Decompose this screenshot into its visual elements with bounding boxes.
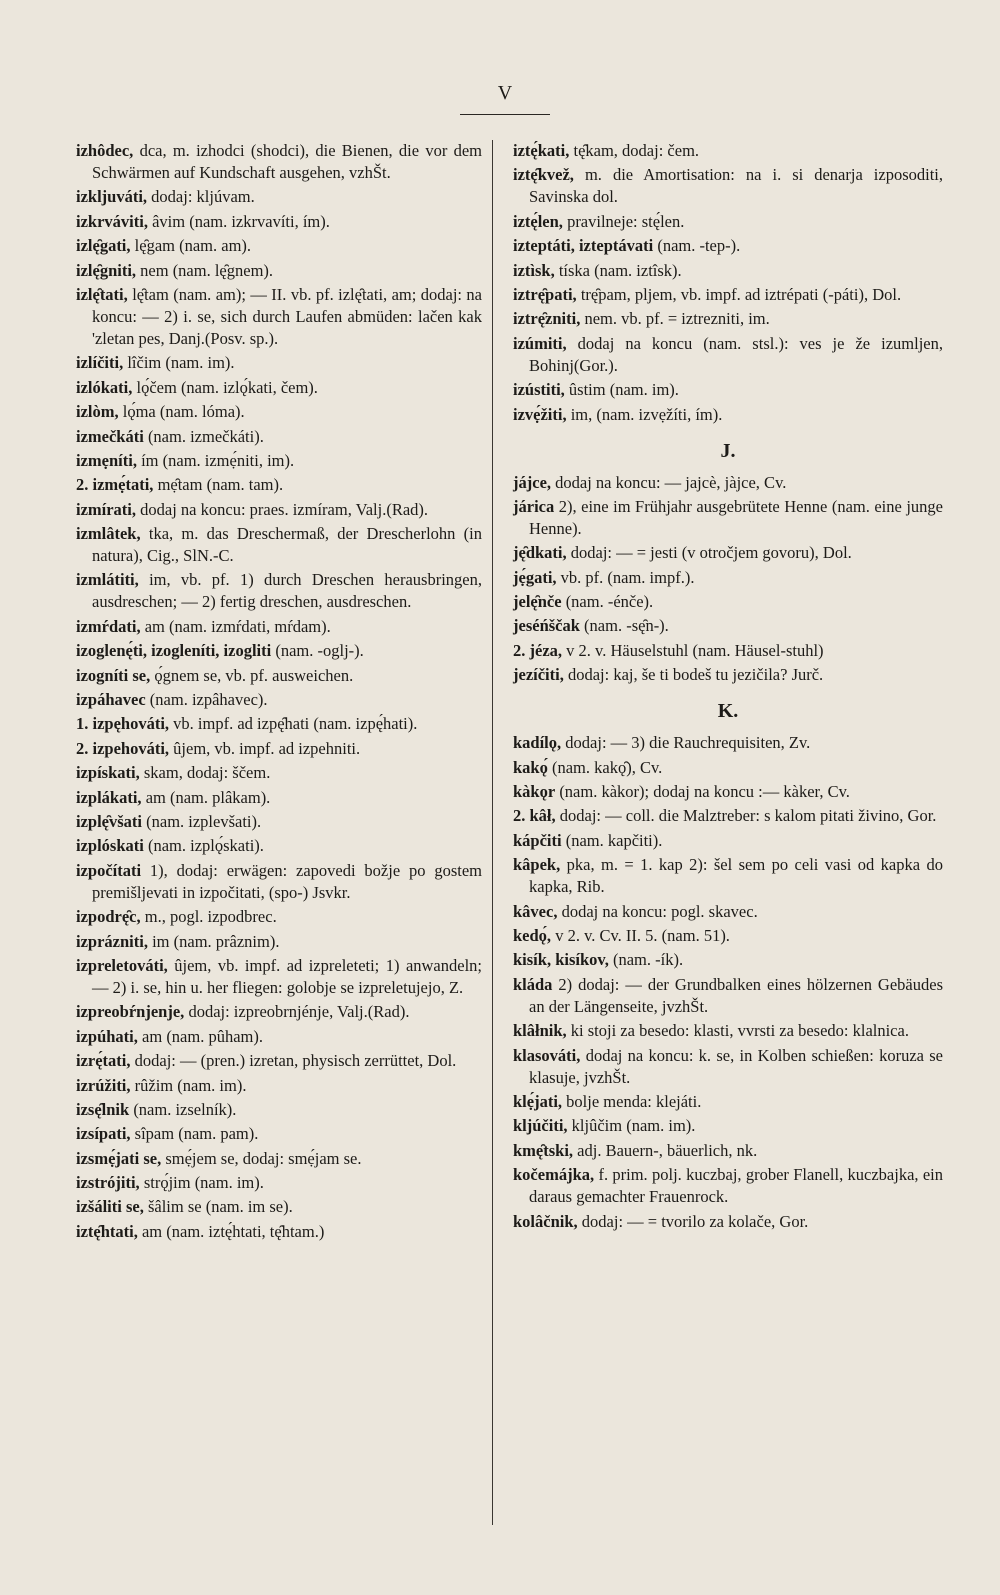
entry-headword: kljúčiti, [513,1116,568,1136]
entry-definition: sîpam (nam. pam). [134,1124,259,1144]
dictionary-entry [513,925,943,947]
dictionary-entry [513,1164,943,1208]
dictionary-entry [513,854,943,898]
dictionary-entry [513,542,943,564]
entry-headword: klâłnik, [513,1021,567,1041]
entry-definition: vb. pf. (nam. impf.). [560,567,695,587]
entry-definition: (nam. -oglj-). [275,641,364,661]
entry-definition: kljûčim (nam. im). [571,1116,696,1136]
dictionary-entry [513,164,943,208]
entry-headword: kmę̑tski, [513,1140,574,1160]
dictionary-entry [76,1099,482,1121]
dictionary-entry [513,757,943,779]
dictionary-entry [513,974,943,1018]
entry-headword: izogníti se, [76,665,151,685]
entry-headword: izlę̑tati, [76,284,128,304]
dictionary-entry [76,1075,482,1097]
entry-headword: jájce, [513,472,552,492]
entry-headword: kadílǫ, [513,733,562,753]
entry-headword: klẹ́jati, [513,1091,563,1111]
right-column [513,140,943,1235]
dictionary-entry [76,211,482,233]
entry-headword: kâvec, [513,901,558,921]
entry-headword: izkljuváti, [76,187,148,207]
entry-headword: 2. izpehováti, [76,738,170,758]
entry-headword: izšáliti se, [76,1197,144,1217]
entry-definition: lę̑tam (nam. am); — II. vb. pf. izlę̑tati, am; dodaj: na koncu: — 2) i. se, sich durch Laufen abmüden: lačen kak 'zletan pes, Danj.(Posv. sp.). [92,284,482,348]
dictionary-entry [513,591,943,613]
entry-headword: izpodrę̑c, [76,907,141,927]
entry-definition: (nam. izpâhavec). [149,690,268,710]
entry-definition: dodaj: — = jesti (v otročjem govoru), Dol. [570,543,852,563]
entry-headword: izmlátiti, [76,570,139,590]
entry-definition: v 2. v. Häuselstuhl (nam. Häusel-stuhl) [566,640,824,660]
entry-headword: jẹ́gati, [513,567,557,587]
entry-headword: iztrę̑pati, [513,284,577,304]
dictionary-entry [513,805,943,827]
entry-headword: izsę̑lnik [76,1099,130,1119]
entry-definition: ûjem, vb. impf. ad izpehniti. [173,738,361,758]
left-column [76,140,482,1245]
entry-headword: izplę̑všati [76,811,142,831]
entry-headword: izteptáti, izteptávati [513,236,654,256]
entry-definition: dodaj: kaj, še ti bodeš tu jezičila? Jurč. [567,665,824,685]
entry-headword: izrę́tati, [76,1051,131,1071]
dictionary-entry [513,140,943,162]
entry-definition: ûstim (nam. im). [568,380,679,400]
dictionary-entry [513,640,943,662]
dictionary-entry [513,284,943,306]
dictionary-entry [76,1026,482,1048]
letter-heading-k: K. [717,700,739,723]
entry-headword: izpreobŕnjenje, [76,1002,185,1022]
dictionary-entry [76,762,482,784]
entry-definition: ûjem, vb. impf. ad izpreleteti; 1) anwandeln; — 2) i. se, hin u. her fliegen: golobje se izpreletujejo, Z. [92,955,482,997]
dictionary-entry [76,499,482,521]
entry-definition: (nam. izselník). [133,1099,237,1119]
entry-definition: (nam. -tep-). [657,236,741,256]
dictionary-entry [76,665,482,687]
entry-definition: (nam. kapčiti). [565,830,663,850]
dictionary-entry [76,474,482,496]
dictionary-entry [76,860,482,904]
entry-definition: adj. Bauern-, bäuerlich, nk. [577,1140,758,1160]
entry-definition: ǫ́gnem se, vb. pf. ausweichen. [154,665,354,685]
entry-headword: izkrváviti, [76,211,148,231]
entry-headword: izsmẹ́jati se, [76,1148,162,1168]
entry-definition: (nam. -énče). [565,592,654,612]
entry-headword: izhôdec, [76,141,134,160]
page-header: V [460,78,550,115]
dictionary-entry [513,404,943,426]
dictionary-entry [76,811,482,833]
entry-headword: izvẹ́žiti, [513,404,567,424]
i-entries-section [513,140,943,426]
dictionary-entry [513,235,943,257]
dictionary-entry [513,781,943,803]
dictionary-entry [76,689,482,711]
entry-definition: smẹ́jem se, dodaj: smẹ́jam se. [165,1148,362,1168]
dictionary-entry [76,1148,482,1170]
dictionary-entry [76,450,482,472]
entry-definition: (nam. kàkor); dodaj na koncu :— kàker, Cv. [559,782,850,802]
entry-definition: (nam. -sę̑n-). [584,616,669,636]
j-entries-section [513,472,943,687]
entry-headword: izústiti, [513,380,565,400]
dictionary-entry [513,1020,943,1042]
entry-definition: šâlim se (nam. im se). [147,1197,293,1217]
entry-headword: kápčiti [513,830,562,850]
entry-headword: izplákati, [76,787,142,807]
entry-definition: am (nam. plâkam). [145,787,271,807]
entry-definition: f. prim. polj. kuczbaj, grober Flanell, kuczbajka, ein daraus gemachter Frauenrock. [529,1165,944,1207]
entry-headword: izprázniti, [76,931,148,951]
entry-headword: járica [513,496,555,516]
entry-headword: iztę̑kvež, [513,165,574,185]
k-entries-section [513,732,943,1232]
letter-heading-j: J. [720,439,736,462]
entry-definition: am (nam. iztę́htati, tę̑htam.) [141,1221,325,1241]
dictionary-entry [76,787,482,809]
dictionary-entry [513,308,943,330]
entry-definition: dodaj: — = tvorilo za kolače, Gor. [581,1211,809,1231]
entry-headword: izoglenę́ti, izogleníti, izogliti [76,641,272,661]
entry-definition: nem (nam. lę̑gnem). [140,260,274,280]
dictionary-entry [76,955,482,999]
dictionary-entry [513,260,943,282]
entry-definition: vb. impf. ad izpę̑hati (nam. izpę́hati). [173,714,418,734]
dictionary-entry [76,569,482,613]
entry-headword: izlę̑gati, [76,236,131,256]
dictionary-entry [76,523,482,567]
entry-headword: 2. jéza, [513,640,563,660]
entry-definition: 2) dodaj: — der Grundbalken eines hölzernen Gebäudes an der Längenseite, jvzhŠt. [529,974,943,1016]
entry-headword: kedǫ́, [513,925,552,945]
entry-definition: skam, dodaj: ščem. [143,763,271,783]
dictionary-entry [513,333,943,377]
dictionary-entry [513,949,943,971]
dictionary-entry [76,352,482,374]
dictionary-entry [513,830,943,852]
entry-definition: lîčim (nam. im). [127,353,235,373]
entry-definition: mẹ̑tam (nam. tam). [157,475,284,495]
entry-definition: pka, m. = 1. kap 2): šel sem po celi vasi od kapka do kapka, Rib. [529,855,943,897]
entry-headword: izpáhavec [76,690,146,710]
entry-definition: lǫ́čem (nam. izlǫ́kati, čem). [136,377,318,397]
entry-headword: izmẹníti, [76,450,137,470]
entry-headword: izlókati, [76,377,133,397]
dictionary-entry [76,835,482,857]
entry-definition: dodaj: — coll. die Malztreber: s kalom pitati živino, Gor. [559,806,937,826]
entry-definition: (nam. izplǫ́skati). [147,836,264,856]
dictionary-entry [76,140,482,184]
entry-definition: dodaj na koncu: pogl. skavec. [561,901,758,921]
entry-headword: jeséńščak [513,616,580,636]
entry-definition: ím (nam. izmẹ́niti, im). [141,450,295,470]
dictionary-entry [76,186,482,208]
entry-definition: tíska (nam. iztîsk). [558,260,682,280]
entry-definition: dodaj na koncu: praes. izmíram, Valj.(Rad). [140,499,429,519]
entry-definition: (nam. -ík). [612,950,684,970]
entry-headword: izpreletováti, [76,955,168,975]
dictionary-entry [76,401,482,423]
entry-headword: 1. izpęhováti, [76,714,170,734]
entry-definition: dodaj na koncu (nam. stsl.): ves je že izumljen, Bohinj(Gor.). [529,333,943,375]
dictionary-entry [513,1140,943,1162]
dictionary-entry [513,732,943,754]
entry-headword: 2. kâł, [513,806,556,826]
entry-headword: jelę̑nče [513,592,562,612]
entry-definition: im, vb. pf. 1) durch Dreschen herausbringen, ausdreschen; — 2) fertig dreschen, ausdreschen. [92,570,482,612]
entry-headword: kolâčnik, [513,1211,578,1231]
dictionary-entry [76,906,482,928]
dictionary-entry [76,1196,482,1218]
dictionary-entry [76,1050,482,1072]
entry-definition: dca, m. izhodci (shodci), die Bienen, die vor dem Schwärmen auf Kundschaft ausgehen, vzhŠt. [92,141,482,182]
entry-definition: am (nam. izmŕdati, mŕdam). [144,616,331,636]
entry-definition: m. die Amortisation: na i. si denarja izposoditi, Savinska dol. [529,165,944,207]
dictionary-entry [513,664,943,686]
dictionary-entry [513,211,943,233]
entry-definition: dodaj na koncu: — jajcè, jàjce, Cv. [555,472,787,492]
dictionary-entry [513,472,943,494]
entry-definition: lę̑gam (nam. am). [134,236,252,256]
dictionary-entry [76,260,482,282]
dictionary-entry [76,931,482,953]
entry-definition: tę̑kam, dodaj: čem. [573,141,700,160]
dictionary-entry [76,1001,482,1023]
entry-definition: âvim (nam. izkrvavíti, ím). [152,211,330,231]
entry-definition: im, (nam. izvẹžíti, ím). [570,404,723,424]
entry-headword: izsípati, [76,1124,131,1144]
entry-definition: m., pogl. izpodbrec. [144,907,277,927]
entry-definition: 2), eine im Frühjahr ausgebrütete Henne (nam. eine junge Henne). [529,496,944,538]
entry-headword: kakǫ́ [513,757,548,777]
entry-definition: dodaj: — (pren.) izretan, physisch zerrüttet, Dol. [134,1051,457,1071]
entry-definition: rûžim (nam. im). [134,1075,247,1095]
dictionary-entry [76,1221,482,1243]
entry-headword: iztìsk, [513,260,555,280]
dictionary-entry [76,284,482,350]
entry-definition: dodaj na koncu: k. se, in Kolben schießen: koruza se klasuje, jvzhŠt. [529,1045,943,1087]
entry-headword: izplóskati [76,836,144,856]
dictionary-entry [76,616,482,638]
entry-headword: kisík, kisíkov, [513,950,609,970]
entry-headword: izrúžiti, [76,1075,131,1095]
entry-headword: izmlâtek, [76,524,141,544]
entry-headword: kočemájka, [513,1165,595,1185]
entry-definition: nem. vb. pf. = iztrezniti, im. [584,309,770,329]
entry-headword: izmírati, [76,499,137,519]
dictionary-entry [513,1211,943,1233]
entry-definition: im (nam. prâznim). [152,931,280,951]
entry-definition: dodaj: kljúvam. [151,187,255,207]
entry-headword: ję̑dkati, [513,543,567,563]
dictionary-entry [513,567,943,589]
dictionary-entry [76,640,482,662]
entry-headword: iztę́kati, [513,141,570,160]
entry-definition: dodaj: izpreobrnjénje, Valj.(Rad). [188,1002,410,1022]
entry-definition: strǫ́jim (nam. im). [143,1173,264,1193]
dictionary-entry [513,379,943,401]
entry-headword: izlę̑gniti, [76,260,137,280]
dictionary-entry [76,1123,482,1145]
entry-headword: iztę̑htati, [76,1221,138,1241]
entry-definition: (nam. kakǫ̑), Cv. [551,757,663,777]
entry-headword: kâpek, [513,855,561,875]
dictionary-entry [76,1172,482,1194]
entry-headword: izlíčiti, [76,353,124,373]
column-divider [492,140,493,1525]
entry-headword: izpískati, [76,763,140,783]
entry-definition: v 2. v. Cv. II. 5. (nam. 51). [555,925,730,945]
entry-headword: izstrójiti, [76,1173,140,1193]
dictionary-entry [513,901,943,923]
entry-definition: (nam. izplevšati). [146,811,262,831]
entry-definition: (nam. izmečkáti). [147,426,264,446]
entry-headword: 2. izmẹ́tati, [76,475,154,495]
entry-definition: lǫ́ma (nam. lóma). [122,402,245,422]
entry-headword: izlòm, [76,402,119,422]
dictionary-entry [513,615,943,637]
entry-headword: iztę́len, [513,211,563,231]
entry-headword: kàkǫr [513,782,556,802]
dictionary-entry [76,235,482,257]
entry-headword: kláda [513,974,553,994]
entry-headword: izpočítati [76,860,142,880]
dictionary-entry [76,713,482,735]
entry-definition: ki stoji za besedo: klasti, vvrsti za besedo: klalnica. [570,1021,909,1041]
entry-definition: trę̑pam, pljem, vb. impf. ad iztrépati (-páti), Dol. [580,284,902,304]
entry-headword: izpúhati, [76,1026,138,1046]
entry-headword: izmŕdati, [76,616,141,636]
dictionary-entry [513,1115,943,1137]
entry-definition: am (nam. pûham). [142,1026,263,1046]
entry-headword: jezíčiti, [513,665,564,685]
entry-headword: iztrę̑zniti, [513,309,581,329]
dictionary-entry [513,496,943,540]
dictionary-entry [513,1045,943,1089]
entry-definition: dodaj: — 3) die Rauchrequisiten, Zv. [565,733,811,753]
entry-headword: izmečkáti [76,426,144,446]
entry-definition: tka, m. das Dreschermaß, der Drescherlohn (in natura), Cig., SlN.-C. [92,524,483,566]
dictionary-entry [513,1091,943,1113]
entry-headword: izúmiti, [513,333,567,353]
dictionary-entry [76,426,482,448]
entry-definition: pravilneje: stę́len. [567,211,685,231]
entry-headword: klasováti, [513,1045,581,1065]
dictionary-entry [76,377,482,399]
entry-definition: bolje menda: klejáti. [566,1091,702,1111]
entry-definition: 1), dodaj: erwägen: zapovedi božje po gostem premišljevati in izpočitati, (spo-) Jsvkr. [92,860,482,902]
dictionary-entry [76,738,482,760]
